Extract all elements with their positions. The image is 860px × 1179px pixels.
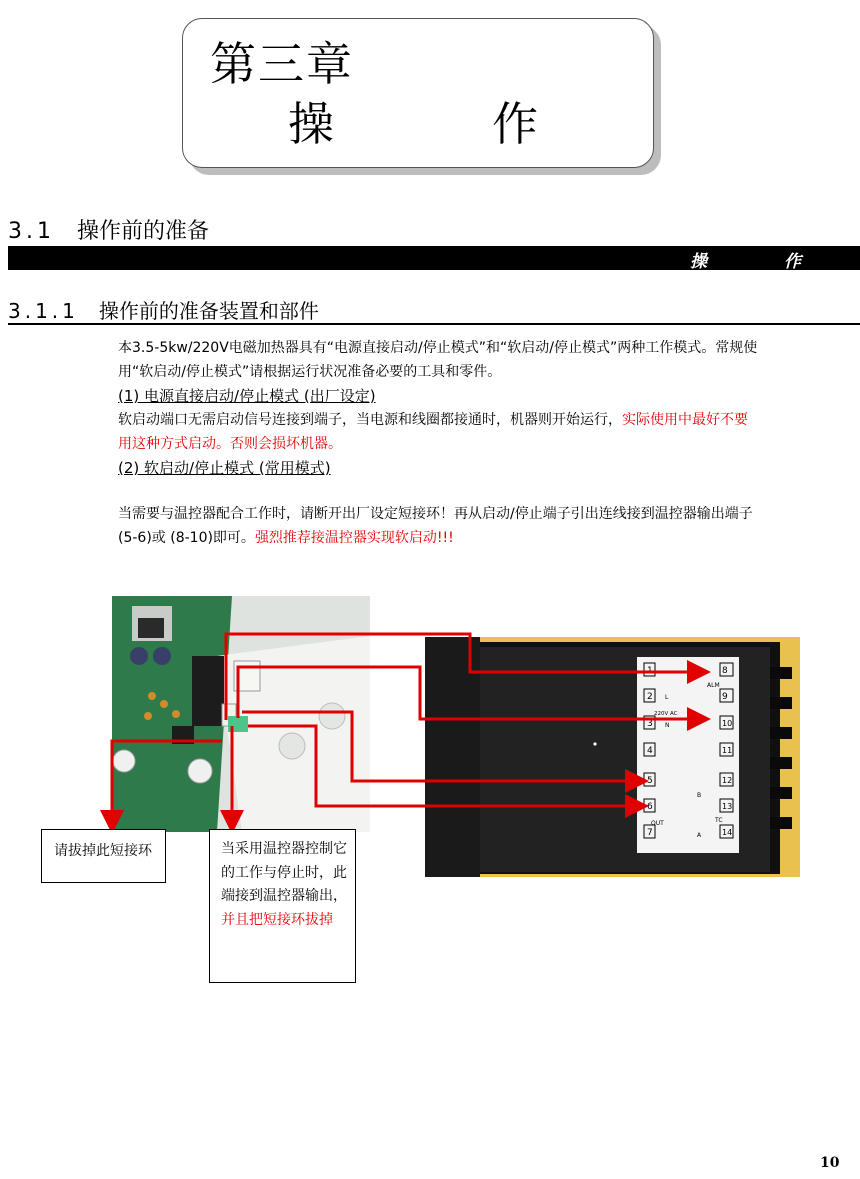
header-bar bbox=[8, 246, 860, 270]
header-bar-text-part1: 操 bbox=[690, 252, 707, 272]
header-bar-text-part2: 作 bbox=[784, 252, 801, 272]
label-a: A bbox=[697, 832, 702, 839]
label-n: N bbox=[665, 722, 670, 729]
label-alm: ALM bbox=[707, 682, 720, 689]
callout-2-text-main: 当采用温控器控制它的工作与停止时，此端接到温控器输出， bbox=[221, 841, 347, 904]
label-220v-ac: 220V AC bbox=[654, 711, 678, 717]
chapter-title-part2: 作 bbox=[492, 97, 538, 151]
label-l: L bbox=[665, 694, 669, 701]
section-title: 操作前的准备 bbox=[77, 219, 210, 244]
terminal-11: 11 bbox=[722, 746, 733, 755]
terminal-12: 12 bbox=[722, 776, 733, 785]
temperature-controller-photo bbox=[425, 637, 800, 877]
terminal-2: 2 bbox=[647, 692, 653, 702]
subsection-title: 操作前的准备装置和部件 bbox=[98, 299, 319, 323]
mode2-warning: 强烈推荐接温控器实现软启动!!! bbox=[254, 530, 454, 546]
section-heading-3-1-1 bbox=[8, 295, 319, 324]
terminal-4: 4 bbox=[647, 746, 653, 756]
chapter-number: 第三章 bbox=[210, 37, 354, 91]
terminal-3: 3 bbox=[647, 719, 653, 729]
terminal-13: 13 bbox=[722, 802, 733, 811]
callout-2-warning: 并且把短接环拔掉 bbox=[221, 911, 333, 928]
terminals-right-group bbox=[720, 663, 733, 838]
label-tc: TC bbox=[715, 817, 723, 824]
page-number: 10 bbox=[820, 1155, 840, 1171]
mode1-text: 软启动端口无需启动信号连接到端子，当电源和线圈都接通时，机器则开始运行， bbox=[118, 412, 622, 428]
terminal-14: 14 bbox=[722, 828, 733, 837]
section-rule bbox=[8, 323, 860, 325]
callout-controller-wiring-text bbox=[221, 838, 351, 932]
terminal-5: 5 bbox=[647, 776, 653, 786]
mode1-warning: 实际使用中最好不要用这种方式启动。否则会损坏机器。 bbox=[118, 412, 748, 452]
subsection-number: 3.1.1 bbox=[8, 299, 79, 323]
circuit-board-photo bbox=[112, 596, 370, 832]
terminal-8: 8 bbox=[722, 666, 728, 676]
terminal-10: 10 bbox=[722, 719, 733, 728]
mode2-heading: (2) 软启动/停止模式 (常用模式) bbox=[118, 459, 331, 477]
callout-remove-jumper-text: 请拔掉此短接环 bbox=[54, 843, 152, 859]
chapter-title-part1: 操 bbox=[288, 97, 334, 151]
mode1-heading: (1) 电源直接启动/停止模式 (出厂设定) bbox=[118, 387, 376, 405]
terminal-9: 9 bbox=[722, 692, 728, 702]
mode2-paragraph bbox=[118, 502, 758, 550]
label-b: B bbox=[697, 792, 702, 799]
section-heading-3-1 bbox=[8, 214, 209, 245]
intro-paragraph: 本3.5-5kw/220V电磁加热器具有“电源直接启动/停止模式”和“软启动/停止模式”两种工作模式。常规使用“软启动/停止模式”请根据运行状况准备必要的工具和零件。 bbox=[118, 340, 758, 380]
terminal-6: 6 bbox=[647, 802, 653, 812]
mode1-paragraph bbox=[118, 408, 758, 456]
label-out: OUT bbox=[651, 820, 664, 827]
terminal-1: 1 bbox=[647, 666, 653, 676]
mode2-text: 当需要与温控器配合工作时，请断开出厂设定短接环！再从启动/停止端子引出连线接到温控器输出端子(5-6)或 (8-10)即可。 bbox=[118, 506, 753, 546]
section-number: 3.1 bbox=[8, 219, 55, 244]
terminal-7: 7 bbox=[647, 828, 653, 838]
